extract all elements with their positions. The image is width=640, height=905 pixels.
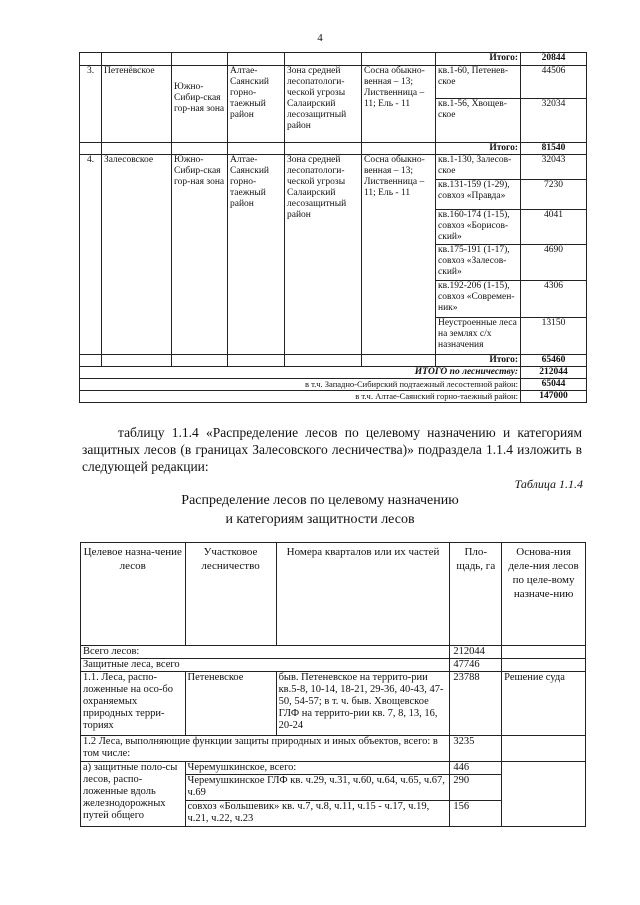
quarter-numbers: Неустроенные леса на землях с/х назначения: [436, 318, 521, 355]
table-row: [80, 143, 587, 155]
quarter-numbers: кв.1-56, Хвощев-ское: [436, 99, 521, 143]
forestry-cell: Петеневское: [185, 672, 276, 736]
row-label: Защитные леса, всего: [81, 659, 450, 672]
forestry-name: Залесовское: [102, 155, 172, 355]
area-value: 4041: [521, 210, 587, 245]
forest-district: Алтае-Саянский горно-таежный район: [228, 66, 285, 143]
subtotal-label: в т.ч. Алтае-Саянский горно-таежный район:: [80, 391, 521, 403]
quarters-cell: Черемушкинское ГЛФ кв. ч.29, ч.31, ч.60, ч.64, ч.65, ч.67, ч.69: [185, 775, 450, 801]
row-label: 1.2 Леса, выполняющие функции защиты природных и иных объектов, всего: в том числе:: [81, 736, 450, 762]
total-value: 20844: [521, 53, 587, 66]
table-row: [80, 367, 587, 379]
page-number: 4: [317, 32, 323, 44]
table-header-row: [81, 543, 586, 646]
area-value: 47746: [450, 659, 502, 672]
area-value: 4690: [521, 245, 587, 281]
table-row: [80, 53, 587, 66]
table-row: [81, 672, 586, 736]
forest-zone: Южно-Сибир-ская гор-ная зона: [172, 155, 228, 355]
forestry-summary-table: [79, 52, 587, 403]
total-value: 65460: [521, 355, 587, 367]
area-value: 32034: [521, 99, 587, 143]
quarter-numbers: кв.160-174 (1-15), совхоз «Борисов-ский»: [436, 210, 521, 245]
purpose-cell: 1.1. Леса, распо-ложенные на осо-бо охраняемых природных терри-ториях: [81, 672, 186, 736]
pathology-zone: Зона средней лесопатологи-ческой угрозы Салаирский лесозащитный район: [285, 66, 362, 143]
table-label: Таблица 1.1.4: [514, 477, 583, 491]
table-title: [0, 491, 640, 529]
area-value: 44506: [521, 66, 587, 99]
tree-species: Сосна обыкно-венная – 13; Лиственница – 11; Ель - 11: [362, 66, 436, 143]
area-value: 156: [450, 801, 502, 827]
area-value: 23788: [450, 672, 502, 736]
forest-district: Алтае-Саянский горно-таежный район: [228, 155, 285, 355]
column-header: Основа-ния деле-ния лесов по целе-вому назначе-нию: [502, 543, 586, 646]
forestry-total-label: ИТОГО по лесничеству:: [80, 367, 521, 379]
quarter-numbers: кв.1-130, Залесов-ское: [436, 155, 521, 180]
row-number: 4.: [80, 155, 102, 355]
title-line: и категориям защитности лесов: [225, 512, 415, 527]
itogo-label: Итого:: [436, 143, 521, 155]
quarters-cell: быв. Петеневское на террито-рии кв.5-8, 10-14, 18-21, 29-36, 40-43, 47-50, 54-57; в т. ч. быв. Хвощевское ГЛФ на террито-рии кв. 7, 8, 13, 16, 20-24: [276, 672, 450, 736]
pathology-zone: Зона средней лесопатологи-ческой угрозы Салаирский лесозащитный район: [285, 155, 362, 355]
row-label: Всего лесов:: [81, 646, 450, 659]
column-header: Пло-щадь, га: [450, 543, 502, 646]
row-label: Черемушкинское, всего:: [185, 762, 450, 775]
amendment-paragraph: таблицу 1.1.4 «Распределение лесов по целевому назначению и категориям защитных лесов (в границах Залесовского лесничества)» подраздела 1.1.4 изложить в следующей редакции:: [82, 425, 582, 474]
table-row: [80, 155, 587, 180]
area-value: 7230: [521, 180, 587, 210]
quarters-cell: совхоз «Большевик» кв. ч.7, ч.8, ч.11, ч.15 - ч.17, ч.19, ч.21, ч.22, ч.23: [185, 801, 450, 827]
quarter-numbers: кв.192-206 (1-15), совхоз «Современ-ник»: [436, 281, 521, 318]
row-number: 3.: [80, 66, 102, 143]
forestry-name: Петенёвское: [102, 66, 172, 143]
itogo-label: Итого:: [436, 355, 521, 367]
subtotal-label: в т.ч. Западно-Сибирский подтаежный лесостепной район:: [80, 379, 521, 391]
area-value: 3235: [450, 736, 502, 762]
forest-zone: Южно-Сибир-ская гор-ная зона: [172, 66, 228, 143]
table-row: [81, 736, 586, 762]
column-header: Целевое назна-чение лесов: [81, 543, 186, 646]
forest-purpose-table: [80, 542, 586, 827]
quarter-numbers: кв.175-191 (1-17), совхоз «Залесов-ский»: [436, 245, 521, 281]
column-header: Участковое лесничество: [185, 543, 276, 646]
subtotal-value: 65044: [521, 379, 587, 391]
forestry-total-value: 212044: [521, 367, 587, 379]
quarter-numbers: кв.131-159 (1-29), совхоз «Правда»: [436, 180, 521, 210]
area-value: 290: [450, 775, 502, 801]
table-row: [80, 66, 587, 99]
quarter-numbers: кв.1-60, Петенев-ское: [436, 66, 521, 99]
area-value: 32043: [521, 155, 587, 180]
table-row: [81, 646, 586, 659]
basis-cell: Решение суда: [502, 672, 586, 736]
table-row: [81, 659, 586, 672]
area-value: 13150: [521, 318, 587, 355]
purpose-cell: а) защитные поло-сы лесов, распо-ложенные вдоль железнодорожных путей общего: [81, 762, 186, 827]
column-header: Номера кварталов или их частей: [276, 543, 450, 646]
table-row: [80, 391, 587, 403]
tree-species: Сосна обыкно-венная – 13; Лиственница – 11; Ель - 11: [362, 155, 436, 355]
table-row: [81, 762, 586, 775]
table-row: [80, 379, 587, 391]
table-row: [80, 355, 587, 367]
amendment-text: [82, 424, 582, 475]
area-value: 446: [450, 762, 502, 775]
subtotal-value: 147000: [521, 391, 587, 403]
total-value: 81540: [521, 143, 587, 155]
itogo-label: Итого:: [436, 53, 521, 66]
area-value: 4306: [521, 281, 587, 318]
title-line: Распределение лесов по целевому назначению: [181, 493, 459, 508]
area-value: 212044: [450, 646, 502, 659]
